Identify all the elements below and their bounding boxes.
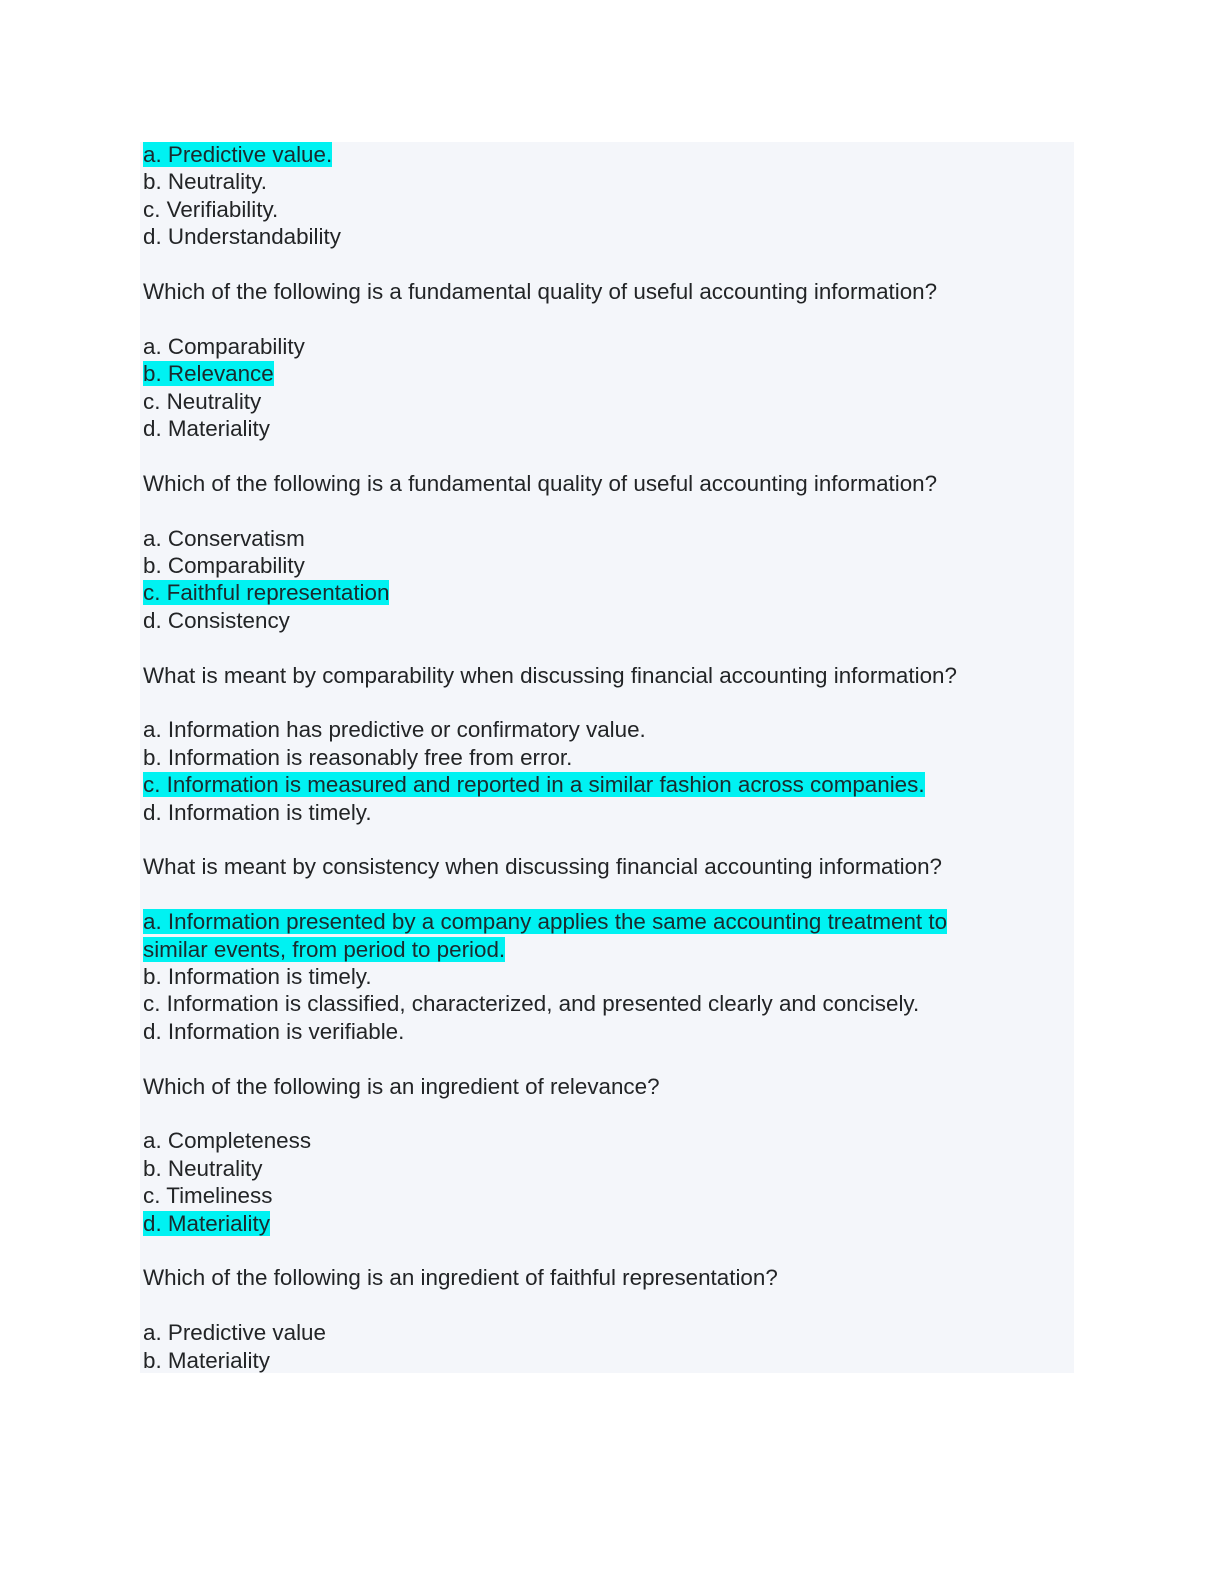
question-text: Which of the following is an ingredient of faithful representation? <box>143 1265 778 1291</box>
option: d. Information is verifiable. <box>143 1018 405 1044</box>
option <box>143 360 1068 387</box>
document-content <box>143 141 1068 1374</box>
question-group <box>143 853 1068 1045</box>
option: d. Consistency <box>143 607 290 633</box>
option <box>143 141 1068 168</box>
option: a. Information has predictive or confirmatory value. <box>143 717 646 743</box>
question-text: Which of the following is a fundamental quality of useful accounting information? <box>143 279 938 305</box>
option <box>143 771 1068 798</box>
option: b. Information is timely. <box>143 964 372 990</box>
option: a. Comparability <box>143 333 305 359</box>
question-group <box>143 1073 1068 1237</box>
highlighted-answer: a. Information presented by a company applies the same accounting treatment to <box>143 909 948 935</box>
option: c. Information is classified, characterized, and presented clearly and concisely. <box>143 991 920 1017</box>
option: b. Neutrality <box>143 1155 263 1181</box>
option: a. Predictive value <box>143 1320 326 1346</box>
option: c. Neutrality <box>143 388 262 414</box>
question-text: Which of the following is an ingredient of relevance? <box>143 1073 660 1099</box>
question-group <box>143 1264 1068 1374</box>
option: d. Information is timely. <box>143 799 372 825</box>
option: a. Conservatism <box>143 525 305 551</box>
option: b. Materiality <box>143 1347 270 1373</box>
highlighted-answer: similar events, from period to period. <box>143 936 506 962</box>
highlighted-answer: c. Faithful representation <box>143 580 390 606</box>
option: c. Verifiability. <box>143 196 279 222</box>
option: d. Understandability <box>143 224 341 250</box>
question-text: What is meant by consistency when discussing financial accounting information? <box>143 854 943 880</box>
option <box>143 1210 1068 1237</box>
highlighted-answer: b. Relevance <box>143 361 274 387</box>
option <box>143 579 1068 606</box>
highlighted-answer: a. Predictive value. <box>143 142 333 167</box>
question-group <box>143 141 1068 251</box>
highlighted-answer: d. Materiality <box>143 1210 270 1236</box>
option: a. Completeness <box>143 1128 312 1154</box>
question-group <box>143 278 1068 442</box>
option: b. Comparability <box>143 553 305 579</box>
question-text: Which of the following is a fundamental quality of useful accounting information? <box>143 470 938 496</box>
question-group <box>143 470 1068 634</box>
question-group <box>143 662 1068 826</box>
option <box>143 908 1068 935</box>
option: b. Information is reasonably free from error. <box>143 744 573 770</box>
option <box>143 936 1068 963</box>
option: d. Materiality <box>143 416 270 442</box>
option: c. Timeliness <box>143 1183 273 1209</box>
question-text: What is meant by comparability when discussing financial accounting information? <box>143 662 957 688</box>
highlighted-answer: c. Information is measured and reported in a similar fashion across companies. <box>143 772 925 798</box>
option: b. Neutrality. <box>143 169 268 195</box>
